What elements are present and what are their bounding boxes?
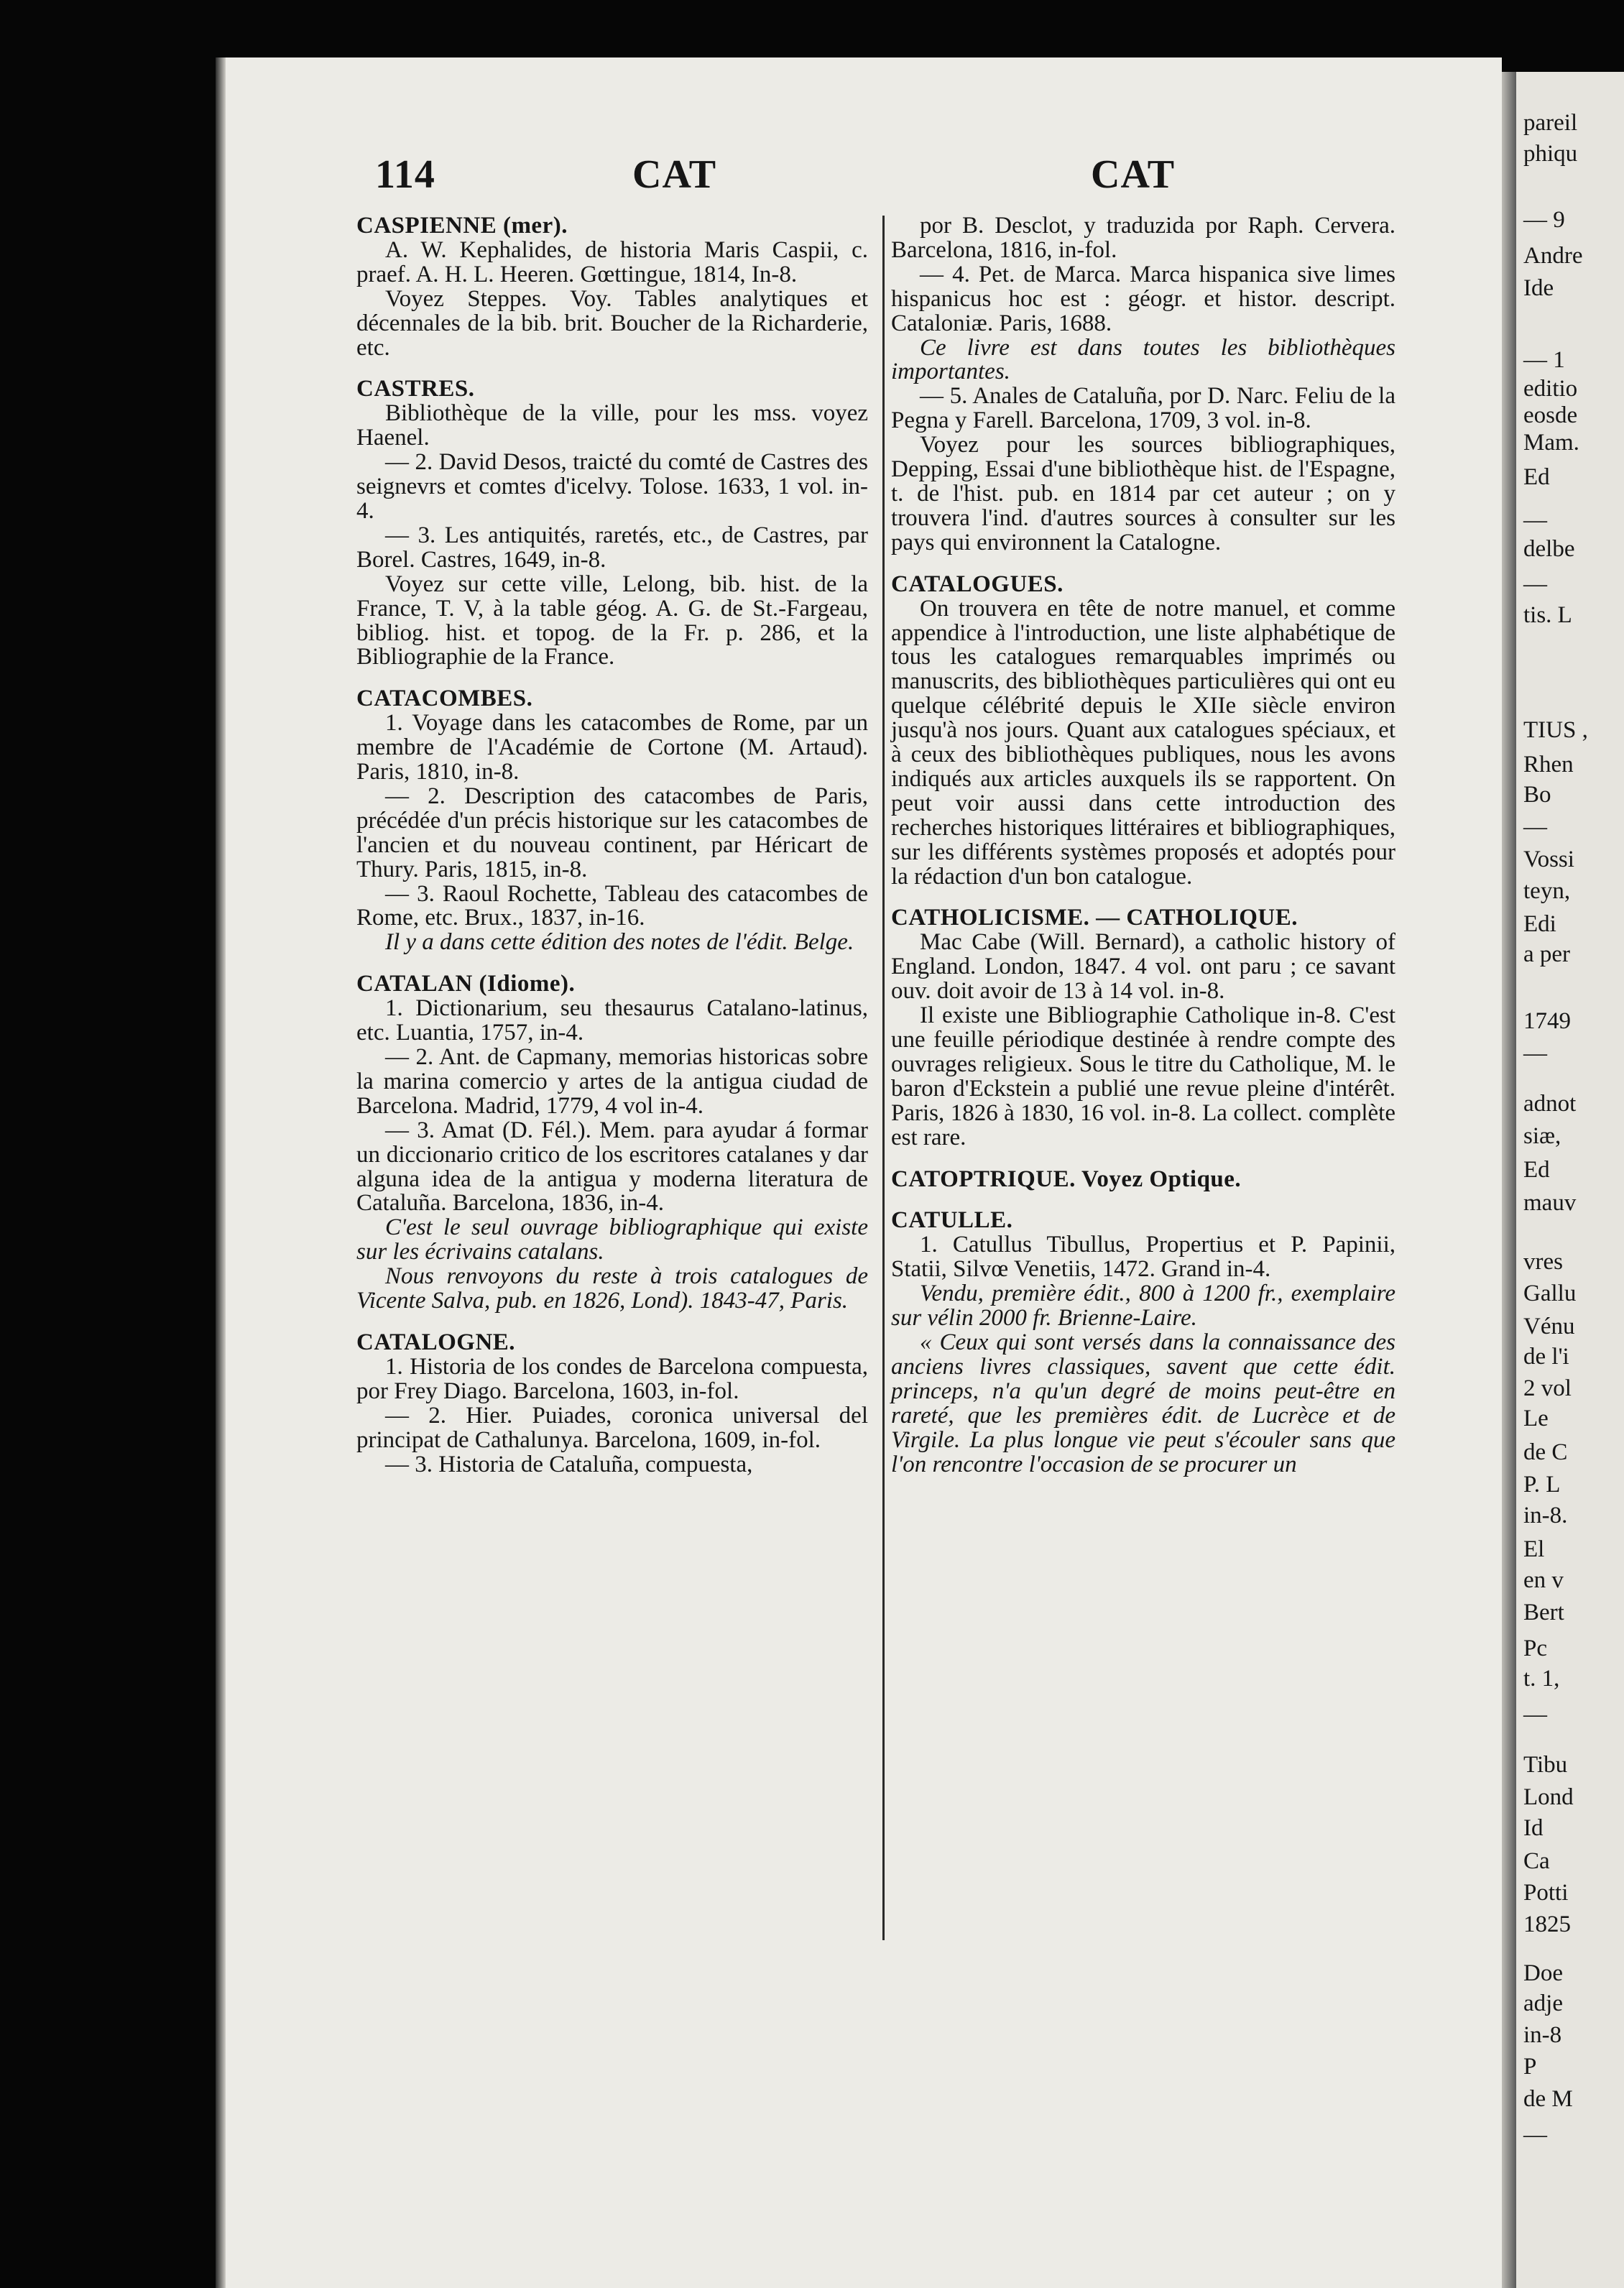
entry-paragraph: — 2. David Desos, traicté du comté de Castres des seignevrs et comtes d'icelvy. Tolose. 1633, 1 vol. in-4. [356,449,868,524]
adjacent-page-text: — [1523,571,1547,597]
entry-paragraph: por B. Desclot, y traduzida por Raph. Cervera. Barcelona, 1816, in-fol. [891,213,1395,263]
adjacent-page-text: Bo [1523,782,1551,808]
entry-paragraph: — 4. Pet. de Marca. Marca hispanica sive limes hispanicus hoc est : géogr. et histor. descript. Cataloniæ. Paris, 1688. [891,261,1395,336]
entry-paragraph: Voyez pour les sources bibliographiques, Depping, Essai d'une bibliothèque hist. de l'Espagne, t. de l'hist. pub. en 1814 par cet auteur ; on y trouvera l'ind. d'autres sources à consulter sur les pays qui environnent la Catalogne. [891,432,1395,555]
adjacent-page-text: vres [1523,1249,1563,1275]
adjacent-page-text: a per [1523,941,1571,967]
adjacent-page-text: teyn, [1523,878,1571,904]
entry [891,214,1395,555]
adjacent-page-fragment [1516,72,1624,2288]
adjacent-page-text: phiqu [1523,141,1578,167]
right-column [891,214,1395,1477]
entry-paragraph: — 2. Description des catacombes de Paris, précédée d'un précis historique sur les catacombes de l'ancien et du nouveau continent, par Héricart de Thury. Paris, 1815, in-8. [356,783,868,882]
entry-paragraph: — 3. Amat (D. Fél.). Mem. para ayudar á formar un diccionario critico de los escritores catalanes y dar alguna idea de la antigua y moderna literatura de Cataluña. Barcelona, 1836, in-4. [356,1117,868,1217]
adjacent-page-text: Rhen [1523,752,1574,778]
adjacent-page-text: — [1523,1702,1547,1727]
adjacent-page-text: Potti [1523,1880,1569,1906]
adjacent-page-text: in-8 [1523,2022,1562,2048]
adjacent-page-text: Ca [1523,1848,1550,1874]
adjacent-page-text: Doe [1523,1960,1563,1986]
left-column [356,214,868,1477]
adjacent-page-text: Id [1523,1815,1544,1841]
entry-paragraph: On trouvera en tête de notre manuel, et comme appendice à l'introduction, une liste alphabétique de tous les catalogues remarquables imprimés ou manuscrits, des bibliothèques particulières qui ont eu quelque célébrité depuis le XIIe siècle environ jusqu'à nos jours. Quant aux catalogues spéciaux, et à ceux des bibliothèques publiques, nous les avons indiqués aux articles auxquels ils se rapportent. On peut voir aussi dans cette introduction des recherches historiques littéraires et bibliographiques, sur les différents systèmes proposés et adoptés pour la rédaction d'un bon catalogue. [891,595,1395,890]
entry [891,1209,1395,1477]
entry-heading: CATOPTRIQUE. Voyez Optique. [891,1166,1242,1192]
adjacent-page-text: — 9 [1523,207,1565,233]
adjacent-page-text: — 1 [1523,347,1565,373]
adjacent-page-text: siæ, [1523,1123,1561,1149]
entry-paragraph: C'est le seul ouvrage bibliographique qui existe sur les écrivains catalans. [356,1214,868,1265]
adjacent-page-text: 2 vol [1523,1375,1572,1401]
adjacent-page-text: Tibu [1523,1752,1568,1778]
entry-heading: CASPIENNE (mer). [356,213,568,239]
entry-heading: CATHOLICISME. — CATHOLIQUE. [891,905,1298,931]
entry-paragraph: Nous renvoyons du reste à trois catalogues de Vicente Salva, pub. en 1826, Lond). 1843-47, Paris. [356,1263,868,1314]
entry-paragraph: Ce livre est dans toutes les bibliothèques importantes. [891,334,1395,385]
entry-paragraph: — 2. Ant. de Capmany, memorias historicas sobre la marina comercio y artes de la antigua ciudad de Barcelona. Madrid, 1779, 4 vol in-4. [356,1044,868,1119]
entry-paragraph: Il y a dans cette édition des notes de l'édit. Belge. [385,929,854,956]
entry [891,1168,1395,1192]
entry-heading: CATALOGUES. [891,571,1064,597]
adjacent-page-text: P. L [1523,1472,1561,1498]
entry-paragraph: — 3. Historia de Cataluña, compuesta, [385,1451,753,1477]
entry-paragraph: A. W. Kephalides, de historia Maris Caspii, c. praef. A. H. L. Heeren. Gœttingue, 1814, In-8. [356,236,868,287]
right-running-head: CAT [1091,152,1176,197]
adjacent-page-text: — [1523,814,1547,840]
left-running-head: CAT [632,152,717,197]
entry-paragraph: — 2. Hier. Puiades, coronica universal del principat de Cathalunya. Barcelona, 1609, in-fol. [356,1402,868,1453]
adjacent-page-text: Le [1523,1406,1549,1431]
entry-paragraph: 1. Voyage dans les catacombes de Rome, par un membre de l'Académie de Cortone (M. Artaud). Paris, 1810, in-8. [356,710,868,785]
entry-heading: CASTRES. [356,376,475,402]
adjacent-page-text: adje [1523,1991,1563,2016]
entry-paragraph: Voyez Steppes. Voy. Tables analytiques et décennales de la bib. brit. Boucher de la Richarderie, etc. [356,285,868,361]
entry [356,214,868,360]
adjacent-page-text: TIUS , [1523,717,1588,743]
entry-paragraph: Bibliothèque de la ville, pour les mss. voyez Haenel. [356,400,868,451]
adjacent-page-text: t. 1, [1523,1666,1560,1692]
adjacent-page-text: mauv [1523,1190,1577,1216]
adjacent-page-text: Lond [1523,1784,1574,1810]
entry-paragraph: « Ceux qui sont versés dans la connaissance des anciens livres classiques, savent que cette édit. princeps, n'a qu'un degré de moins peut-être en rareté, que les premières édit. de Lucrèce et de Virgile. La plus longue vie peut s'écouler sans que l'on rencontre l'occasion de se procurer un [891,1329,1395,1477]
entry [356,377,868,670]
adjacent-page-text: Ide [1523,275,1554,301]
adjacent-page-text: Gallu [1523,1281,1577,1306]
entry-paragraph: Mac Cabe (Will. Bernard), a catholic history of England. London, 1847. 4 vol. ont paru ; ce savant ouv. doit avoir de 13 à 14 vol. in-8. [891,929,1395,1005]
entry-heading: CATACOMBES. [356,686,533,712]
entry [356,1331,868,1477]
adjacent-page-text: — [1523,2122,1547,2148]
adjacent-page-text: en v [1523,1567,1564,1593]
page-fold-shadow [1502,72,1516,2288]
entry-paragraph: 1. Historia de los condes de Barcelona compuesta, por Frey Diago. Barcelona, 1603, in-fol. [356,1353,868,1404]
adjacent-page-text: de l'i [1523,1344,1569,1370]
adjacent-page-text: editio [1523,376,1578,402]
adjacent-page-text: Edi [1523,911,1556,937]
adjacent-page-text: pareil [1523,110,1578,136]
adjacent-page-text: adnot [1523,1091,1577,1117]
adjacent-page-text: eosde [1523,402,1578,428]
adjacent-page-text: Ed [1523,1157,1550,1183]
adjacent-page-text: Bert [1523,1600,1564,1625]
entry-heading: CATALAN (Idiome). [356,971,576,997]
adjacent-page-text: El [1523,1536,1545,1562]
gutter-shadow [216,57,226,2288]
adjacent-page-text: de M [1523,2086,1573,2112]
entry [356,687,868,955]
adjacent-page-text: P [1523,2054,1537,2080]
adjacent-page-text: Mam. [1523,430,1579,456]
entry-heading: CATALOGNE. [356,1329,516,1355]
entry-paragraph: Il existe une Bibliographie Catholique in-8. C'est une feuille périodique destinée à rendre compte des ouvrages religieux. Sous le titre du Catholique, M. le baron d'Eckstein a publié une revue pleine d'intérêt. Paris, 1826 à 1830, 16 vol. in-8. La collect. complète est rare. [891,1002,1395,1150]
adjacent-page-text: Andre [1523,243,1583,269]
entry-paragraph: 1. Dictionarium, seu thesaurus Catalano-latinus, etc. Luantia, 1757, in-4. [356,995,868,1046]
entry [891,573,1395,890]
entry-paragraph: — 3. Raoul Rochette, Tableau des catacombes de Rome, etc. Brux., 1837, in-16. [356,880,868,931]
adjacent-page-text: — [1523,1041,1547,1066]
adjacent-page-text: delbe [1523,536,1575,562]
adjacent-page-text: — [1523,507,1547,533]
adjacent-page-text: de C [1523,1439,1568,1465]
entry-paragraph: — 3. Les antiquités, raretés, etc., de Castres, par Borel. Castres, 1649, in-8. [356,522,868,573]
adjacent-page-text: 1749 [1523,1008,1571,1034]
entry-paragraph: 1. Catullus Tibullus, Propertius et P. Papinii, Statii, Silvœ Venetiis, 1472. Grand in-4. [891,1232,1395,1283]
entry-paragraph: Voyez sur cette ville, Lelong, bib. hist. de la France, T. V, à la table géog. A. G. de St.-Fargeau, bibliog. hist. et topog. de la Fr. p. 286, et la Bibliographie de la France. [356,571,868,670]
adjacent-page-text: in-8. [1523,1503,1568,1528]
entry-heading: CATULLE. [891,1207,1013,1234]
adjacent-page-text: Ed [1523,464,1550,490]
adjacent-page-text: Vossi [1523,847,1574,872]
page-number: 114 [375,152,435,197]
adjacent-page-text: Pc [1523,1636,1547,1661]
adjacent-page-text: 1825 [1523,1911,1571,1937]
adjacent-page-text: Vénu [1523,1314,1575,1339]
column-rule [882,216,885,1940]
entry [356,972,868,1314]
entry [891,906,1395,1150]
entry-paragraph: — 5. Anales de Cataluña, por D. Narc. Feliu de la Pegna y Farell. Barcelona, 1709, 3 vol. in-8. [891,383,1395,434]
adjacent-page-text: tis. L [1523,602,1572,628]
entry-paragraph: Vendu, première édit., 800 à 1200 fr., exemplaire sur vélin 2000 fr. Brienne-Laire. [891,1281,1395,1332]
